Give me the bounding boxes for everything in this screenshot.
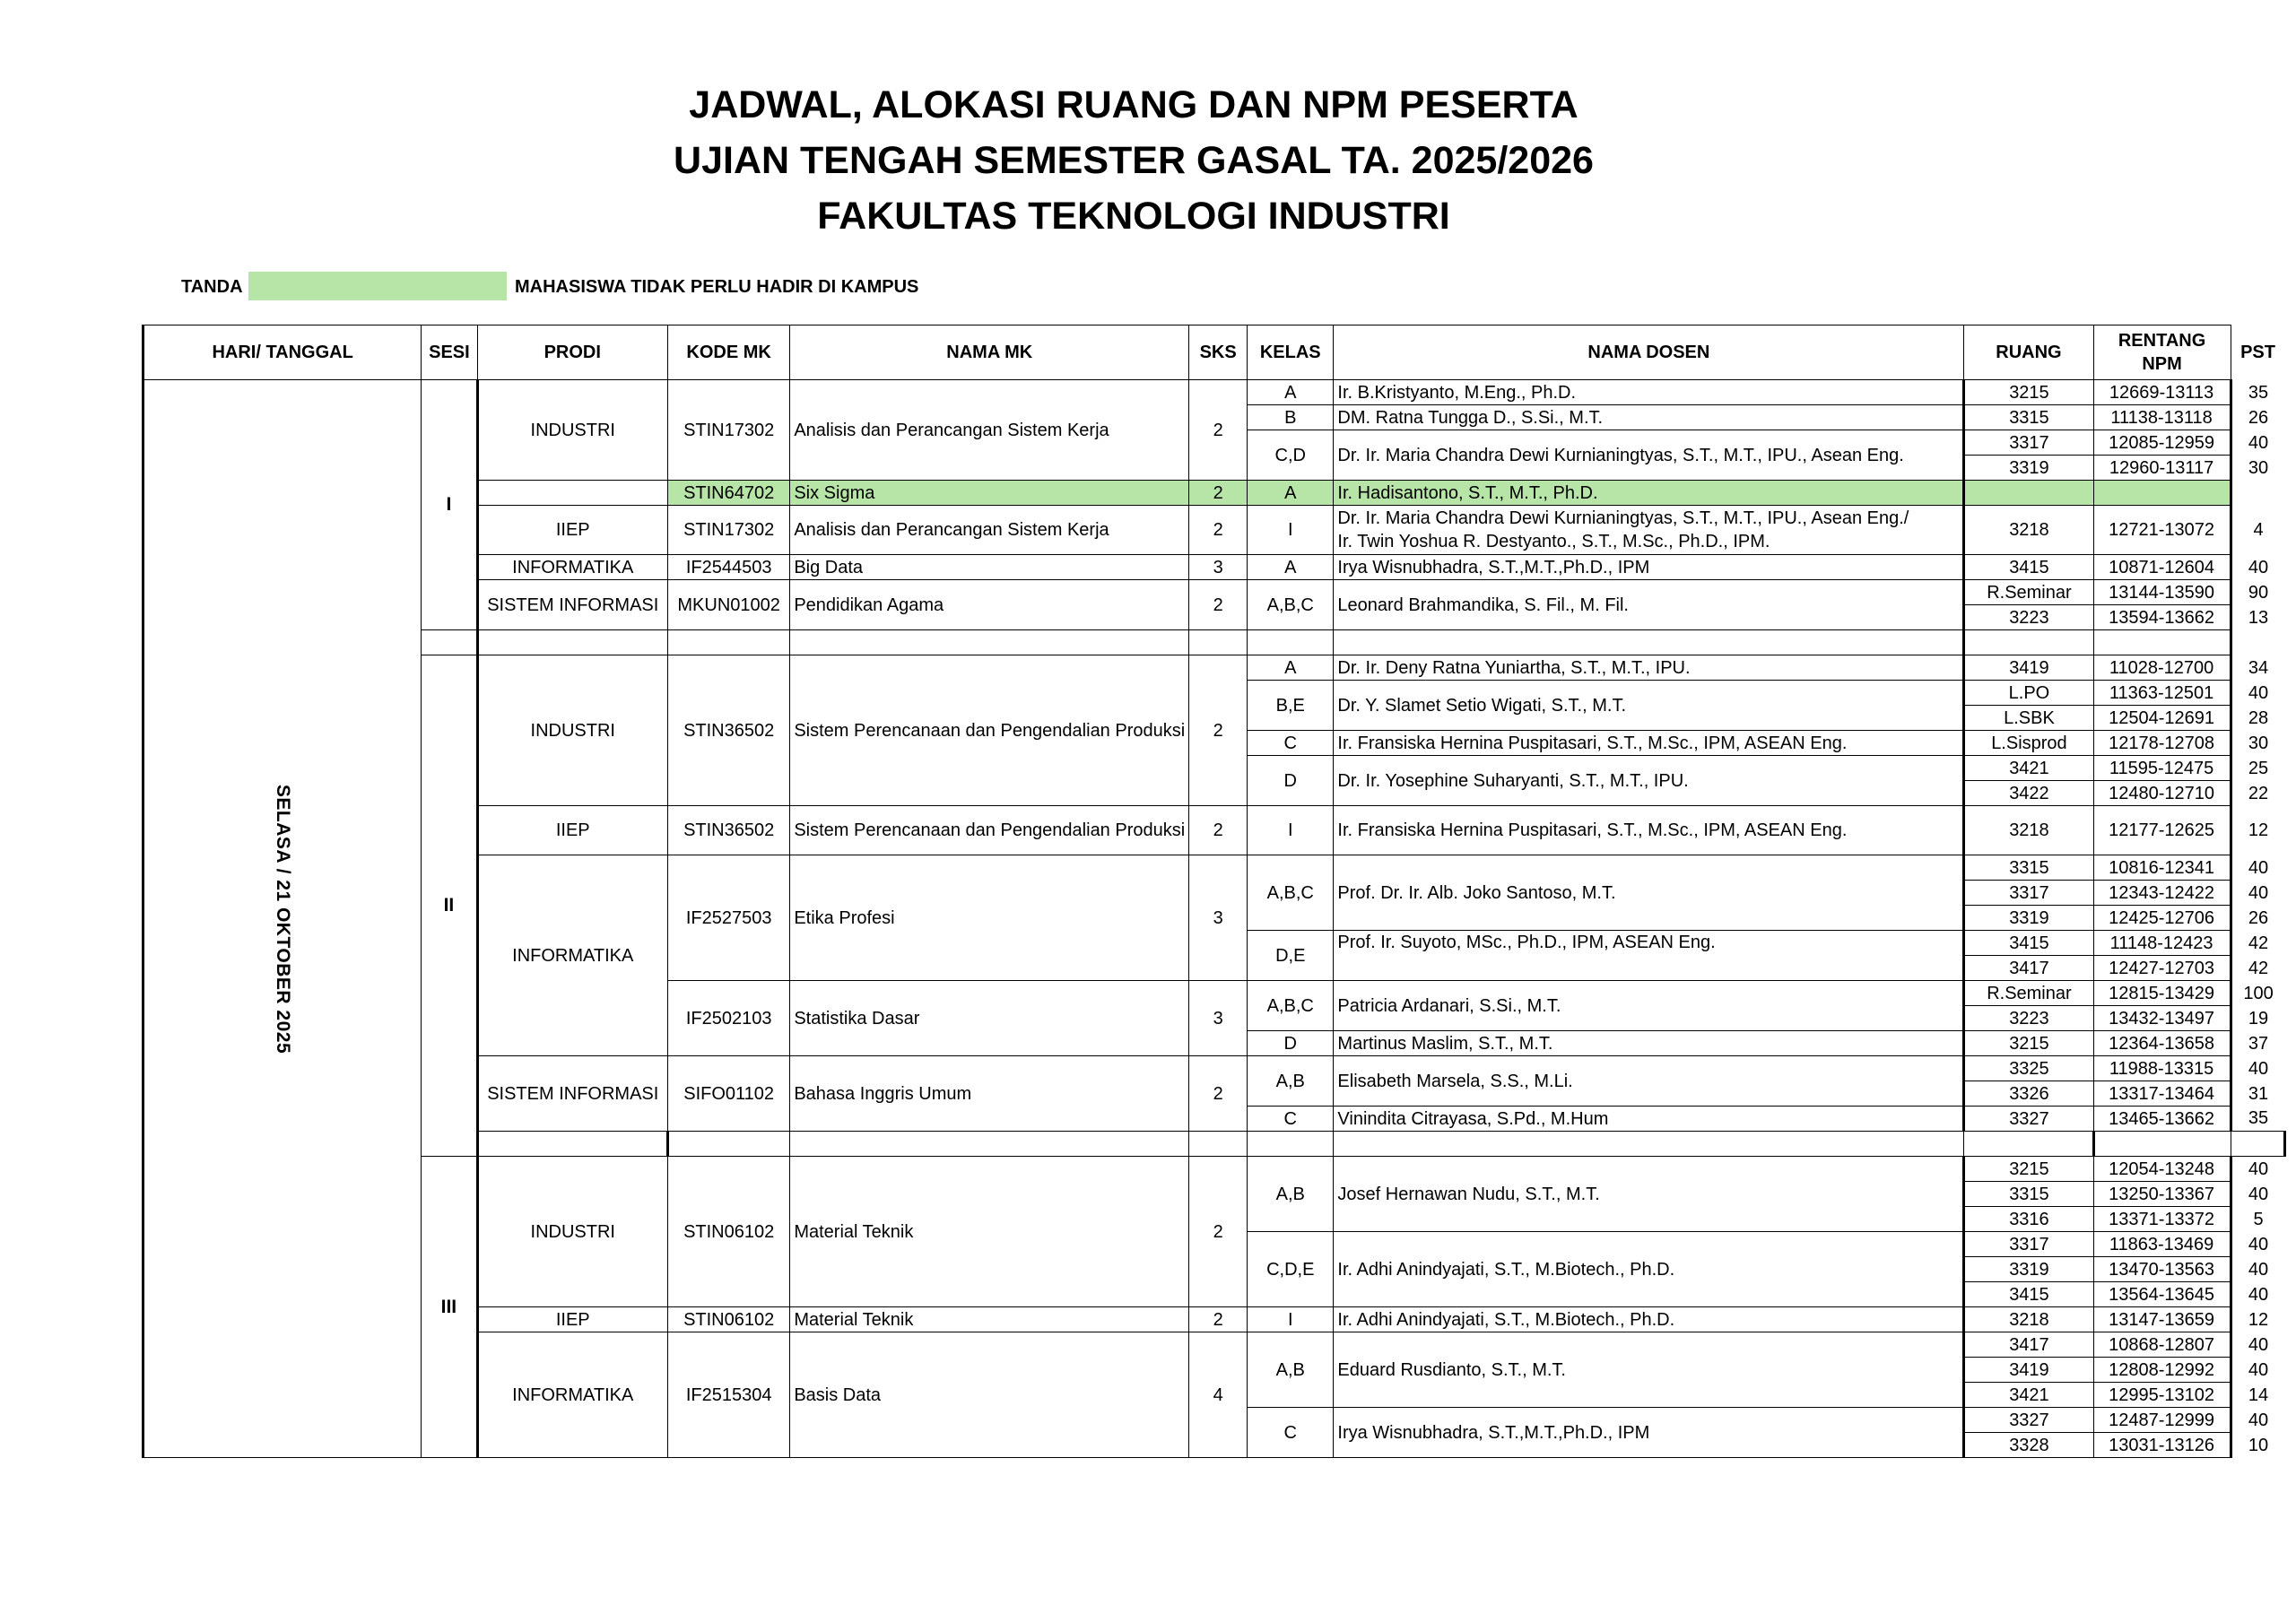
header-nama-mk: NAMA MK bbox=[790, 325, 1189, 380]
pst-cell: 31 bbox=[2248, 1083, 2269, 1104]
ruang-cell: 3319 bbox=[1964, 1257, 2093, 1282]
kelas-cell: C bbox=[1248, 731, 1334, 756]
prodi-cell: INFORMATIKA bbox=[477, 555, 667, 580]
npm-cell: 10868-12807 bbox=[2093, 1332, 2231, 1358]
kode-cell: IF2515304 bbox=[667, 1332, 789, 1458]
pst-cell: 25 bbox=[2248, 758, 2269, 778]
pst-cell: 26 bbox=[2248, 407, 2269, 428]
ruang-cell: 3315 bbox=[1964, 1182, 2093, 1207]
document-title-line-3: FAKULTAS TEKNOLOGI INDUSTRI bbox=[817, 195, 1450, 238]
npm-cell: 11028-12700 bbox=[2093, 655, 2231, 681]
prodi-cell: INFORMATIKA bbox=[477, 1332, 667, 1458]
npm-cell bbox=[2093, 481, 2231, 506]
pst-cell: 42 bbox=[2248, 933, 2269, 953]
ruang-cell: R.Seminar bbox=[1964, 580, 2093, 605]
npm-cell: 11988-13315 bbox=[2093, 1056, 2231, 1081]
ruang-cell: 3315 bbox=[1964, 405, 2093, 430]
pst-cell: 4 bbox=[2253, 520, 2264, 540]
pst-cell: 37 bbox=[2248, 1033, 2269, 1054]
header-sks: SKS bbox=[1189, 325, 1248, 380]
day-cell: SELASA / 21 OKTOBER 2025 bbox=[144, 380, 422, 1458]
ruang-cell: 3316 bbox=[1964, 1207, 2093, 1232]
npm-cell: 13317-13464 bbox=[2093, 1081, 2231, 1107]
prodi-cell: IIEP bbox=[477, 506, 667, 555]
sks-cell: 2 bbox=[1189, 1157, 1248, 1307]
npm-cell: 12364-13658 bbox=[2093, 1031, 2231, 1056]
dosen-cell: Ir. Hadisantono, S.T., M.T., Ph.D. bbox=[1334, 481, 1964, 506]
npm-cell: 11363-12501 bbox=[2093, 681, 2231, 706]
kode-cell: STIN36502 bbox=[667, 806, 789, 855]
document-title-line-2: UJIAN TENGAH SEMESTER GASAL TA. 2025/2026 bbox=[674, 139, 1594, 182]
dosen-cell: Ir. Fransiska Hernina Puspitasari, S.T., M.Sc., IPM, ASEAN Eng. bbox=[1334, 731, 1964, 756]
document-title-line-1: JADWAL, ALOKASI RUANG DAN NPM PESERTA bbox=[689, 83, 1578, 126]
dosen-cell: Ir. Fransiska Hernina Puspitasari, S.T., M.Sc., IPM, ASEAN Eng. bbox=[1334, 806, 1964, 855]
ruang-cell: 3319 bbox=[1964, 906, 2093, 931]
ruang-cell: L.SBK bbox=[1964, 706, 2093, 731]
npm-cell: 10816-12341 bbox=[2093, 855, 2231, 881]
header-sesi: SESI bbox=[422, 325, 477, 380]
pst-cell: 40 bbox=[2248, 682, 2269, 703]
mk-cell: Sistem Perencanaan dan Pengendalian Produksi bbox=[790, 655, 1189, 806]
ruang-cell: 3317 bbox=[1964, 881, 2093, 906]
dosen-cell: Dr. Y. Slamet Setio Wigati, S.T., M.T. bbox=[1334, 681, 1964, 731]
ruang-cell: 3317 bbox=[1964, 1232, 2093, 1257]
header-prodi: PRODI bbox=[477, 325, 667, 380]
mk-cell: Material Teknik bbox=[790, 1157, 1189, 1307]
prodi-cell bbox=[477, 481, 667, 506]
npm-cell: 13144-13590 bbox=[2093, 580, 2231, 605]
table-row-gap bbox=[144, 630, 2295, 655]
pst-cell: 5 bbox=[2253, 1209, 2264, 1229]
pst-cell: 35 bbox=[2248, 382, 2269, 403]
pst-cell: 40 bbox=[2248, 557, 2269, 577]
ruang-cell: 3415 bbox=[1964, 555, 2093, 580]
pst-cell: 30 bbox=[2248, 457, 2269, 478]
pst-cell: 42 bbox=[2248, 958, 2269, 978]
sks-cell: 2 bbox=[1189, 481, 1248, 506]
pst-cell: 35 bbox=[2248, 1108, 2269, 1129]
sks-cell: 2 bbox=[1189, 580, 1248, 630]
kelas-cell: I bbox=[1248, 806, 1334, 855]
npm-cell: 11863-13469 bbox=[2093, 1232, 2231, 1257]
prodi-cell: SISTEM INFORMASI bbox=[477, 1056, 667, 1132]
pst-cell: 19 bbox=[2248, 1008, 2269, 1028]
ruang-cell: 3327 bbox=[1964, 1408, 2093, 1433]
kelas-cell: A bbox=[1248, 481, 1334, 506]
header-dosen: NAMA DOSEN bbox=[1334, 325, 1964, 380]
pst-cell: 100 bbox=[2243, 983, 2274, 1003]
ruang-cell: 3415 bbox=[1964, 931, 2093, 956]
sks-cell: 2 bbox=[1189, 655, 1248, 806]
pst-cell: 90 bbox=[2248, 582, 2269, 603]
npm-cell: 12669-13113 bbox=[2093, 380, 2231, 405]
ruang-cell: R.Seminar bbox=[1964, 981, 2093, 1006]
kode-cell: IF2527503 bbox=[667, 855, 789, 981]
sks-cell: 3 bbox=[1189, 555, 1248, 580]
dosen-cell: Irya Wisnubhadra, S.T.,M.T.,Ph.D., IPM bbox=[1334, 555, 1964, 580]
npm-cell: 12085-12959 bbox=[2093, 430, 2231, 456]
prodi-cell: INFORMATIKA bbox=[477, 855, 667, 1056]
kelas-cell: A bbox=[1248, 555, 1334, 580]
ruang-cell: 3315 bbox=[1964, 855, 2093, 881]
dosen-cell: Eduard Rusdianto, S.T., M.T. bbox=[1334, 1332, 1964, 1408]
ruang-cell: 3328 bbox=[1964, 1433, 2093, 1458]
dosen-cell: Josef Hernawan Nudu, S.T., M.T. bbox=[1334, 1157, 1964, 1232]
dosen-cell: Martinus Maslim, S.T., M.T. bbox=[1334, 1031, 1964, 1056]
kelas-cell: C bbox=[1248, 1107, 1334, 1132]
sks-cell: 2 bbox=[1189, 380, 1248, 481]
header-kelas: KELAS bbox=[1248, 325, 1334, 380]
dosen-cell: Dr. Ir. Maria Chandra Dewi Kurnianingtyas, S.T., M.T., IPU., Asean Eng./ Ir. Twin Yoshua R. Destyanto., S.T., M.Sc., Ph.D., IPM. bbox=[1334, 506, 1964, 555]
kelas-cell: B,E bbox=[1248, 681, 1334, 731]
ruang-cell bbox=[1964, 481, 2093, 506]
kelas-cell: A,B,C bbox=[1248, 855, 1334, 931]
mk-cell: Etika Profesi bbox=[790, 855, 1189, 981]
table-row bbox=[144, 380, 2295, 405]
npm-cell: 12960-13117 bbox=[2093, 456, 2231, 481]
ruang-cell: 3327 bbox=[1964, 1107, 2093, 1132]
kelas-cell: I bbox=[1248, 506, 1334, 555]
prodi-cell: INDUSTRI bbox=[477, 1157, 667, 1307]
dosen-cell: Ir. B.Kristyanto, M.Eng., Ph.D. bbox=[1334, 380, 1964, 405]
pst-cell: 12 bbox=[2248, 820, 2269, 840]
prodi-cell: IIEP bbox=[477, 1307, 667, 1332]
kelas-cell: C,D,E bbox=[1248, 1232, 1334, 1307]
kelas-cell: A bbox=[1248, 380, 1334, 405]
pst-cell: 28 bbox=[2248, 707, 2269, 728]
pst-cell bbox=[2231, 481, 2284, 506]
ruang-cell: L.Sisprod bbox=[1964, 731, 2093, 756]
pst-cell: 14 bbox=[2248, 1384, 2269, 1405]
pst-cell: 40 bbox=[2248, 882, 2269, 903]
ruang-cell: 3421 bbox=[1964, 756, 2093, 781]
sks-cell: 2 bbox=[1189, 506, 1248, 555]
pst-cell: 10 bbox=[2248, 1435, 2269, 1455]
npm-cell: 12425-12706 bbox=[2093, 906, 2231, 931]
kode-cell: IF2544503 bbox=[667, 555, 789, 580]
npm-cell: 12487-12999 bbox=[2093, 1408, 2231, 1433]
kelas-cell: I bbox=[1248, 1307, 1334, 1332]
table-row bbox=[144, 655, 2295, 681]
kelas-cell: C bbox=[1248, 1408, 1334, 1458]
ruang-cell: 3319 bbox=[1964, 456, 2093, 481]
table-row bbox=[144, 1157, 2295, 1182]
ruang-cell: 3215 bbox=[1964, 380, 2093, 405]
ruang-cell: 3419 bbox=[1964, 1358, 2093, 1383]
kode-cell: STIN17302 bbox=[667, 506, 789, 555]
npm-cell: 12343-12422 bbox=[2093, 881, 2231, 906]
dosen-cell: Leonard Brahmandika, S. Fil., M. Fil. bbox=[1334, 580, 1964, 630]
ruang-cell: 3218 bbox=[1964, 806, 2093, 855]
header-npm: RENTANG NPM bbox=[2093, 325, 2231, 380]
npm-cell: 11148-12423 bbox=[2093, 931, 2231, 956]
kelas-cell: B bbox=[1248, 405, 1334, 430]
kode-cell: STIN17302 bbox=[667, 380, 789, 481]
dosen-cell: Vinindita Citrayasa, S.Pd., M.Hum bbox=[1334, 1107, 1964, 1132]
dosen-cell: Elisabeth Marsela, S.S., M.Li. bbox=[1334, 1056, 1964, 1107]
kelas-cell: A,B,C bbox=[1248, 981, 1334, 1031]
npm-cell: 12815-13429 bbox=[2093, 981, 2231, 1006]
npm-cell: 12178-12708 bbox=[2093, 731, 2231, 756]
sks-cell: 4 bbox=[1189, 1332, 1248, 1458]
schedule-table bbox=[142, 325, 2296, 1458]
sesi-cell: III bbox=[422, 1157, 477, 1458]
sks-cell: 3 bbox=[1189, 855, 1248, 981]
kelas-cell: D bbox=[1248, 1031, 1334, 1056]
ruang-cell: 3218 bbox=[1964, 1307, 2093, 1332]
npm-cell: 13594-13662 bbox=[2093, 605, 2231, 630]
npm-cell: 13371-13372 bbox=[2093, 1207, 2231, 1232]
npm-cell: 12721-13072 bbox=[2093, 506, 2231, 555]
mk-cell: Six Sigma bbox=[790, 481, 1189, 506]
mk-cell: Analisis dan Perancangan Sistem Kerja bbox=[790, 380, 1189, 481]
dosen-cell: Prof. Dr. Ir. Alb. Joko Santoso, M.T. bbox=[1334, 855, 1964, 931]
sks-cell: 2 bbox=[1189, 1056, 1248, 1132]
pst-cell: 40 bbox=[2248, 432, 2269, 453]
dosen-cell: Ir. Adhi Anindyajati, S.T., M.Biotech., Ph.D. bbox=[1334, 1232, 1964, 1307]
dosen-cell: Ir. Adhi Anindyajati, S.T., M.Biotech., Ph.D. bbox=[1334, 1307, 1964, 1332]
prodi-cell: INDUSTRI bbox=[477, 655, 667, 806]
sks-cell: 2 bbox=[1189, 806, 1248, 855]
dosen-cell: Dr. Ir. Deny Ratna Yuniartha, S.T., M.T., IPU. bbox=[1334, 655, 1964, 681]
npm-cell: 13250-13367 bbox=[2093, 1182, 2231, 1207]
pst-cell: 40 bbox=[2248, 1259, 2269, 1280]
mk-cell: Material Teknik bbox=[790, 1307, 1189, 1332]
kode-cell: STIN36502 bbox=[667, 655, 789, 806]
npm-cell: 11595-12475 bbox=[2093, 756, 2231, 781]
ruang-cell: 3415 bbox=[1964, 1282, 2093, 1307]
npm-cell: 12504-12691 bbox=[2093, 706, 2231, 731]
npm-cell: 13031-13126 bbox=[2093, 1433, 2231, 1458]
npm-cell: 13147-13659 bbox=[2093, 1307, 2231, 1332]
ruang-cell: 3422 bbox=[1964, 781, 2093, 806]
ruang-cell: 3421 bbox=[1964, 1383, 2093, 1408]
ruang-cell: 3417 bbox=[1964, 956, 2093, 981]
ruang-cell: 3326 bbox=[1964, 1081, 2093, 1107]
header-hari: HARI/ TANGGAL bbox=[144, 325, 422, 380]
npm-cell: 10871-12604 bbox=[2093, 555, 2231, 580]
sesi-cell: I bbox=[422, 380, 477, 630]
legend-label: TANDA bbox=[181, 277, 243, 297]
ruang-cell: 3419 bbox=[1964, 655, 2093, 681]
npm-cell: 12177-12625 bbox=[2093, 806, 2231, 855]
mk-cell: Bahasa Inggris Umum bbox=[790, 1056, 1189, 1132]
dosen-cell: Dr. Ir. Maria Chandra Dewi Kurnianingtyas, S.T., M.T., IPU., Asean Eng. bbox=[1334, 430, 1964, 481]
dosen-cell: Patricia Ardanari, S.Si., M.T. bbox=[1334, 981, 1964, 1031]
pst-cell: 40 bbox=[2248, 857, 2269, 878]
header-pst: PST bbox=[2240, 343, 2275, 362]
kelas-cell: A,B bbox=[1248, 1056, 1334, 1107]
npm-cell: 12427-12703 bbox=[2093, 956, 2231, 981]
kelas-cell: D,E bbox=[1248, 931, 1334, 981]
pst-cell: 40 bbox=[2248, 1359, 2269, 1380]
sks-cell: 2 bbox=[1189, 1307, 1248, 1332]
kode-cell: IF2502103 bbox=[667, 981, 789, 1056]
header-ruang: RUANG bbox=[1964, 325, 2093, 380]
mk-cell: Analisis dan Perancangan Sistem Kerja bbox=[790, 506, 1189, 555]
npm-cell: 12054-13248 bbox=[2093, 1157, 2231, 1182]
sks-cell: 3 bbox=[1189, 981, 1248, 1056]
pst-cell: 34 bbox=[2248, 657, 2269, 678]
pst-cell: 40 bbox=[2248, 1410, 2269, 1430]
pst-cell: 40 bbox=[2248, 1234, 2269, 1254]
npm-cell: 12480-12710 bbox=[2093, 781, 2231, 806]
kelas-cell: A,B,C bbox=[1248, 580, 1334, 630]
npm-cell: 12808-12992 bbox=[2093, 1358, 2231, 1383]
dosen-cell: Irya Wisnubhadra, S.T.,M.T.,Ph.D., IPM bbox=[1334, 1408, 1964, 1458]
pst-cell: 22 bbox=[2248, 783, 2269, 803]
npm-cell: 13465-13662 bbox=[2093, 1107, 2231, 1132]
npm-cell: 13470-13563 bbox=[2093, 1257, 2231, 1282]
kode-cell: STIN06102 bbox=[667, 1307, 789, 1332]
kode-cell: MKUN01002 bbox=[667, 580, 789, 630]
kelas-cell: C,D bbox=[1248, 430, 1334, 481]
mk-cell: Basis Data bbox=[790, 1332, 1189, 1458]
pst-cell: 30 bbox=[2248, 733, 2269, 753]
kelas-cell: A bbox=[1248, 655, 1334, 681]
ruang-cell: 3215 bbox=[1964, 1031, 2093, 1056]
kelas-cell: A,B bbox=[1248, 1332, 1334, 1408]
mk-cell: Big Data bbox=[790, 555, 1189, 580]
pst-cell: 12 bbox=[2248, 1309, 2269, 1330]
pst-cell: 13 bbox=[2248, 607, 2269, 628]
prodi-cell: IIEP bbox=[477, 806, 667, 855]
legend-text: MAHASISWA TIDAK PERLU HADIR DI KAMPUS bbox=[515, 277, 919, 297]
pst-cell: 40 bbox=[2248, 1334, 2269, 1355]
pst-cell: 40 bbox=[2248, 1184, 2269, 1204]
kode-cell: STIN64702 bbox=[667, 481, 789, 506]
kode-cell: SIFO01102 bbox=[667, 1056, 789, 1132]
mk-cell: Sistem Perencanaan dan Pengendalian Produksi bbox=[790, 806, 1189, 855]
pst-cell: 26 bbox=[2248, 907, 2269, 928]
header-row bbox=[144, 325, 2295, 380]
ruang-cell: 3223 bbox=[1964, 605, 2093, 630]
pst-cell: 40 bbox=[2248, 1284, 2269, 1305]
pst-cell: 40 bbox=[2248, 1058, 2269, 1079]
prodi-cell: SISTEM INFORMASI bbox=[477, 580, 667, 630]
dosen-cell: Dr. Ir. Yosephine Suharyanti, S.T., M.T., IPU. bbox=[1334, 756, 1964, 806]
pst-cell: 40 bbox=[2248, 1159, 2269, 1179]
kelas-cell: D bbox=[1248, 756, 1334, 806]
mk-cell: Pendidikan Agama bbox=[790, 580, 1189, 630]
dosen-cell: Prof. Ir. Suyoto, MSc., Ph.D., IPM, ASEAN Eng. bbox=[1334, 931, 1964, 981]
sesi-cell: II bbox=[422, 655, 477, 1157]
kode-cell: STIN06102 bbox=[667, 1157, 789, 1307]
npm-cell: 13432-13497 bbox=[2093, 1006, 2231, 1031]
mk-cell: Statistika Dasar bbox=[790, 981, 1189, 1056]
ruang-cell: 3417 bbox=[1964, 1332, 2093, 1358]
prodi-cell: INDUSTRI bbox=[477, 380, 667, 481]
ruang-cell: 3317 bbox=[1964, 430, 2093, 456]
dosen-cell: DM. Ratna Tungga D., S.Si., M.T. bbox=[1334, 405, 1964, 430]
ruang-cell: L.PO bbox=[1964, 681, 2093, 706]
npm-cell: 13564-13645 bbox=[2093, 1282, 2231, 1307]
npm-cell: 12995-13102 bbox=[2093, 1383, 2231, 1408]
ruang-cell: 3325 bbox=[1964, 1056, 2093, 1081]
npm-cell: 11138-13118 bbox=[2093, 405, 2231, 430]
legend-swatch bbox=[248, 272, 507, 300]
ruang-cell: 3223 bbox=[1964, 1006, 2093, 1031]
kelas-cell: A,B bbox=[1248, 1157, 1334, 1232]
ruang-cell: 3215 bbox=[1964, 1157, 2093, 1182]
header-kode: KODE MK bbox=[667, 325, 789, 380]
ruang-cell: 3218 bbox=[1964, 506, 2093, 555]
